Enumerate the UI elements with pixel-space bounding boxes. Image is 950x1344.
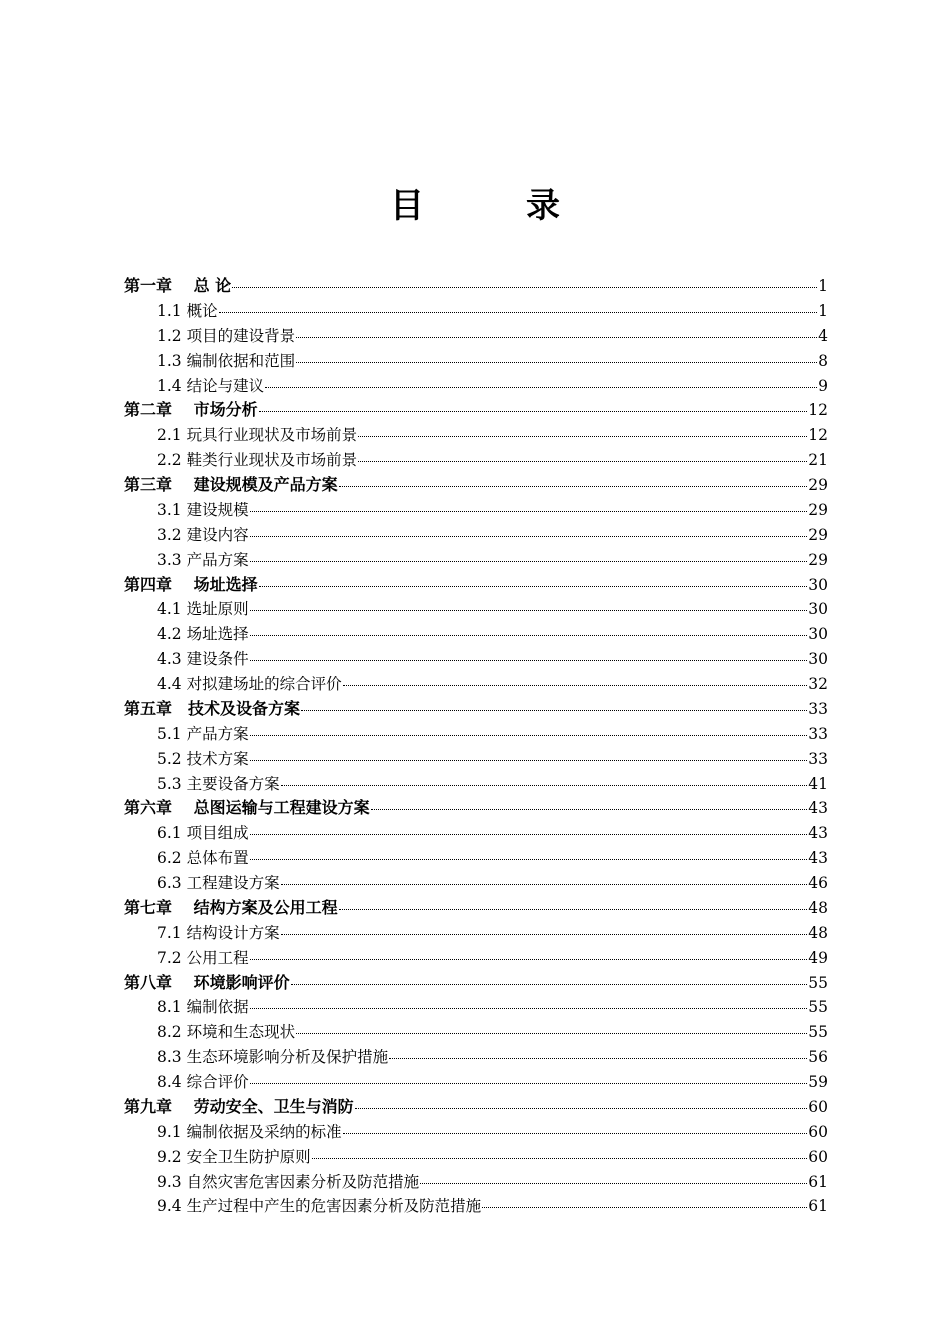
toc-dot-leader — [343, 685, 808, 686]
toc-entry-label: 9.3 自然灾害危害因素分析及防范措施 — [157, 1172, 420, 1191]
toc-chapter-entry[interactable] — [124, 971, 828, 996]
toc-dot-leader — [420, 1183, 807, 1184]
toc-dot-leader — [250, 760, 808, 761]
toc-entry-label: 1.4 结论与建议 — [157, 376, 265, 395]
toc-page-number: 43 — [808, 849, 828, 868]
toc-section-entry[interactable] — [124, 1045, 828, 1070]
toc-section-entry[interactable] — [124, 821, 828, 846]
toc-page-number: 49 — [808, 948, 828, 967]
toc-entry-label: 3.1 建设规模 — [157, 500, 249, 519]
toc-dot-leader — [232, 287, 817, 288]
toc-page-number: 59 — [808, 1073, 828, 1091]
toc-page-number: 9 — [818, 376, 828, 395]
toc-entry-label: 5.1 产品方案 — [157, 724, 249, 743]
toc-dot-leader — [250, 660, 808, 661]
toc-entry-label: 8.2 环境和生态现状 — [157, 1023, 296, 1042]
toc-entry-label: 7.1 结构设计方案 — [157, 923, 280, 942]
toc-dot-leader — [301, 710, 807, 711]
toc-page-number: 30 — [808, 625, 828, 644]
toc-page-number: 41 — [808, 774, 828, 793]
toc-page-number: 1 — [818, 277, 828, 295]
toc-dot-leader — [389, 1058, 807, 1059]
toc-section-entry[interactable] — [124, 523, 828, 548]
toc-section-entry[interactable] — [124, 722, 828, 747]
toc-dot-leader — [291, 984, 808, 985]
toc-section-entry[interactable] — [124, 1145, 828, 1170]
toc-entry-label: 6.1 项目组成 — [157, 824, 249, 843]
toc-dot-leader — [250, 635, 808, 636]
toc-page-number: 1 — [818, 301, 828, 320]
toc-section-entry[interactable] — [124, 448, 828, 473]
toc-dot-leader — [482, 1207, 807, 1208]
toc-section-entry[interactable] — [124, 374, 828, 399]
toc-entry-label: 8.4 综合评价 — [157, 1073, 249, 1091]
toc-dot-leader — [296, 337, 817, 338]
toc-section-entry[interactable] — [124, 747, 828, 772]
toc-section-entry[interactable] — [124, 1194, 828, 1219]
toc-page-number: 60 — [808, 1147, 828, 1166]
toc-entry-label: 第六章 总图运输与工程建设方案 — [124, 798, 370, 818]
toc-dot-leader — [281, 934, 808, 935]
toc-page-number: 32 — [808, 675, 828, 693]
toc-page-number: 61 — [808, 1172, 828, 1191]
toc-page-number: 12 — [808, 426, 828, 445]
toc-entry-label: 5.2 技术方案 — [157, 749, 249, 768]
toc-dot-leader — [339, 909, 808, 910]
toc-page-number: 55 — [808, 973, 828, 992]
toc-chapter-entry[interactable] — [124, 1095, 828, 1120]
toc-section-entry[interactable] — [124, 846, 828, 871]
toc-dot-leader — [358, 436, 807, 437]
toc-page-number: 29 — [808, 550, 828, 569]
toc-dot-leader — [343, 1133, 808, 1134]
toc-page-number: 29 — [808, 476, 828, 494]
toc-dot-leader — [250, 834, 808, 835]
toc-page-number: 43 — [808, 824, 828, 843]
toc-entry-label: 第七章 结构方案及公用工程 — [124, 897, 338, 917]
toc-dot-leader — [259, 586, 808, 587]
toc-dot-leader — [250, 735, 808, 736]
toc-section-entry[interactable] — [124, 349, 828, 374]
toc-section-entry[interactable] — [124, 597, 828, 622]
toc-page-number: 12 — [808, 401, 828, 420]
toc-dot-leader — [250, 1008, 808, 1009]
toc-section-entry[interactable] — [124, 1020, 828, 1045]
toc-dot-leader — [250, 511, 808, 512]
toc-dot-leader — [250, 959, 808, 960]
toc-section-entry[interactable] — [124, 1170, 828, 1195]
toc-entry-label: 6.3 工程建设方案 — [157, 874, 280, 892]
toc-dot-leader — [259, 411, 808, 412]
toc-entry-label: 3.3 产品方案 — [157, 550, 249, 569]
toc-dot-leader — [281, 884, 808, 885]
toc-section-entry[interactable] — [124, 1120, 828, 1145]
toc-entry-label: 9.2 安全卫生防护原则 — [157, 1147, 311, 1166]
toc-entry-label: 4.4 对拟建场址的综合评价 — [157, 675, 342, 693]
toc-entry-label: 第五章 技术及设备方案 — [124, 698, 301, 718]
toc-section-entry[interactable] — [124, 946, 828, 971]
toc-entry-label: 第四章 场址选择 — [124, 574, 258, 594]
toc-dot-leader — [250, 610, 808, 611]
toc-dot-leader — [296, 1033, 807, 1034]
table-of-contents — [124, 274, 828, 1219]
toc-entry-label: 7.2 公用工程 — [157, 948, 249, 967]
toc-section-entry[interactable] — [124, 498, 828, 523]
toc-chapter-entry[interactable] — [124, 697, 828, 722]
toc-entry-label: 8.1 编制依据 — [157, 998, 249, 1017]
toc-dot-leader — [250, 1083, 808, 1084]
toc-dot-leader — [281, 785, 808, 786]
toc-page-number: 30 — [808, 575, 828, 594]
toc-entry-label: 4.3 建设条件 — [157, 650, 249, 669]
toc-dot-leader — [358, 461, 807, 462]
toc-entry-label: 4.2 场址选择 — [157, 625, 249, 644]
toc-page-number: 48 — [808, 898, 828, 917]
toc-page-number: 29 — [808, 500, 828, 519]
toc-page-number: 30 — [808, 650, 828, 669]
toc-entry-label: 4.1 选址原则 — [157, 600, 249, 619]
toc-entry-label: 9.1 编制依据及采纳的标准 — [157, 1122, 342, 1141]
toc-dot-leader — [371, 809, 808, 810]
toc-dot-leader — [250, 561, 808, 562]
toc-page-number: 48 — [808, 923, 828, 942]
toc-page-number: 21 — [808, 451, 828, 470]
toc-section-entry[interactable] — [124, 324, 828, 349]
toc-entry-label: 2.1 玩具行业现状及市场前景 — [157, 426, 358, 445]
toc-section-entry[interactable] — [124, 622, 828, 647]
toc-chapter-entry[interactable] — [124, 896, 828, 921]
toc-section-entry[interactable] — [124, 423, 828, 448]
toc-section-entry[interactable] — [124, 995, 828, 1020]
toc-section-entry[interactable] — [124, 1070, 828, 1095]
toc-dot-leader — [219, 312, 818, 313]
toc-entry-label: 9.4 生产过程中产生的危害因素分析及防范措施 — [157, 1197, 482, 1216]
toc-page-number: 56 — [808, 1048, 828, 1067]
toc-page-number: 60 — [808, 1097, 828, 1116]
toc-entry-label: 1.3 编制依据和范围 — [157, 351, 296, 370]
toc-section-entry[interactable] — [124, 772, 828, 797]
toc-chapter-entry[interactable] — [124, 274, 828, 299]
toc-section-entry[interactable] — [124, 548, 828, 573]
toc-page-number: 33 — [808, 699, 828, 718]
toc-section-entry[interactable] — [124, 871, 828, 896]
toc-chapter-entry[interactable] — [124, 573, 828, 598]
toc-dot-leader — [250, 536, 808, 537]
toc-page-number: 43 — [808, 799, 828, 818]
toc-section-entry[interactable] — [124, 299, 828, 324]
toc-dot-leader — [355, 1108, 808, 1109]
toc-page-number: 60 — [808, 1122, 828, 1141]
toc-entry-label: 第三章 建设规模及产品方案 — [124, 475, 338, 494]
toc-entry-label: 第二章 市场分析 — [124, 400, 258, 420]
toc-page-number: 29 — [808, 525, 828, 544]
toc-section-entry[interactable] — [124, 921, 828, 946]
page-title: 目 录 — [390, 186, 594, 226]
toc-section-entry[interactable] — [124, 672, 828, 697]
toc-page-number: 30 — [808, 600, 828, 619]
toc-page-number: 55 — [808, 1023, 828, 1042]
toc-dot-leader — [265, 387, 817, 388]
toc-page-number: 4 — [818, 326, 828, 345]
toc-entry-label: 6.2 总体布置 — [157, 849, 249, 868]
toc-entry-label: 第一章 总 论 — [124, 276, 232, 295]
toc-page-number: 61 — [808, 1197, 828, 1216]
toc-entry-label: 1.1 概论 — [157, 301, 218, 320]
toc-page-number: 33 — [808, 724, 828, 743]
toc-page-number: 8 — [818, 351, 828, 370]
toc-entry-label: 第八章 环境影响评价 — [124, 972, 290, 992]
toc-entry-label: 第九章 劳动安全、卫生与消防 — [124, 1096, 354, 1116]
toc-dot-leader — [339, 486, 808, 487]
toc-entry-label: 8.3 生态环境影响分析及保护措施 — [157, 1048, 389, 1067]
toc-page-number: 55 — [808, 998, 828, 1017]
toc-entry-label: 2.2 鞋类行业现状及市场前景 — [157, 451, 358, 470]
toc-chapter-entry[interactable] — [124, 473, 828, 498]
toc-page-number: 33 — [808, 749, 828, 768]
toc-dot-leader — [296, 362, 817, 363]
toc-dot-leader — [312, 1158, 808, 1159]
toc-chapter-entry[interactable] — [124, 796, 828, 821]
toc-section-entry[interactable] — [124, 647, 828, 672]
toc-entry-label: 5.3 主要设备方案 — [157, 774, 280, 793]
toc-entry-label: 3.2 建设内容 — [157, 525, 249, 544]
toc-chapter-entry[interactable] — [124, 398, 828, 423]
toc-entry-label: 1.2 项目的建设背景 — [157, 326, 296, 345]
toc-page-number: 46 — [808, 874, 828, 892]
toc-dot-leader — [250, 859, 808, 860]
